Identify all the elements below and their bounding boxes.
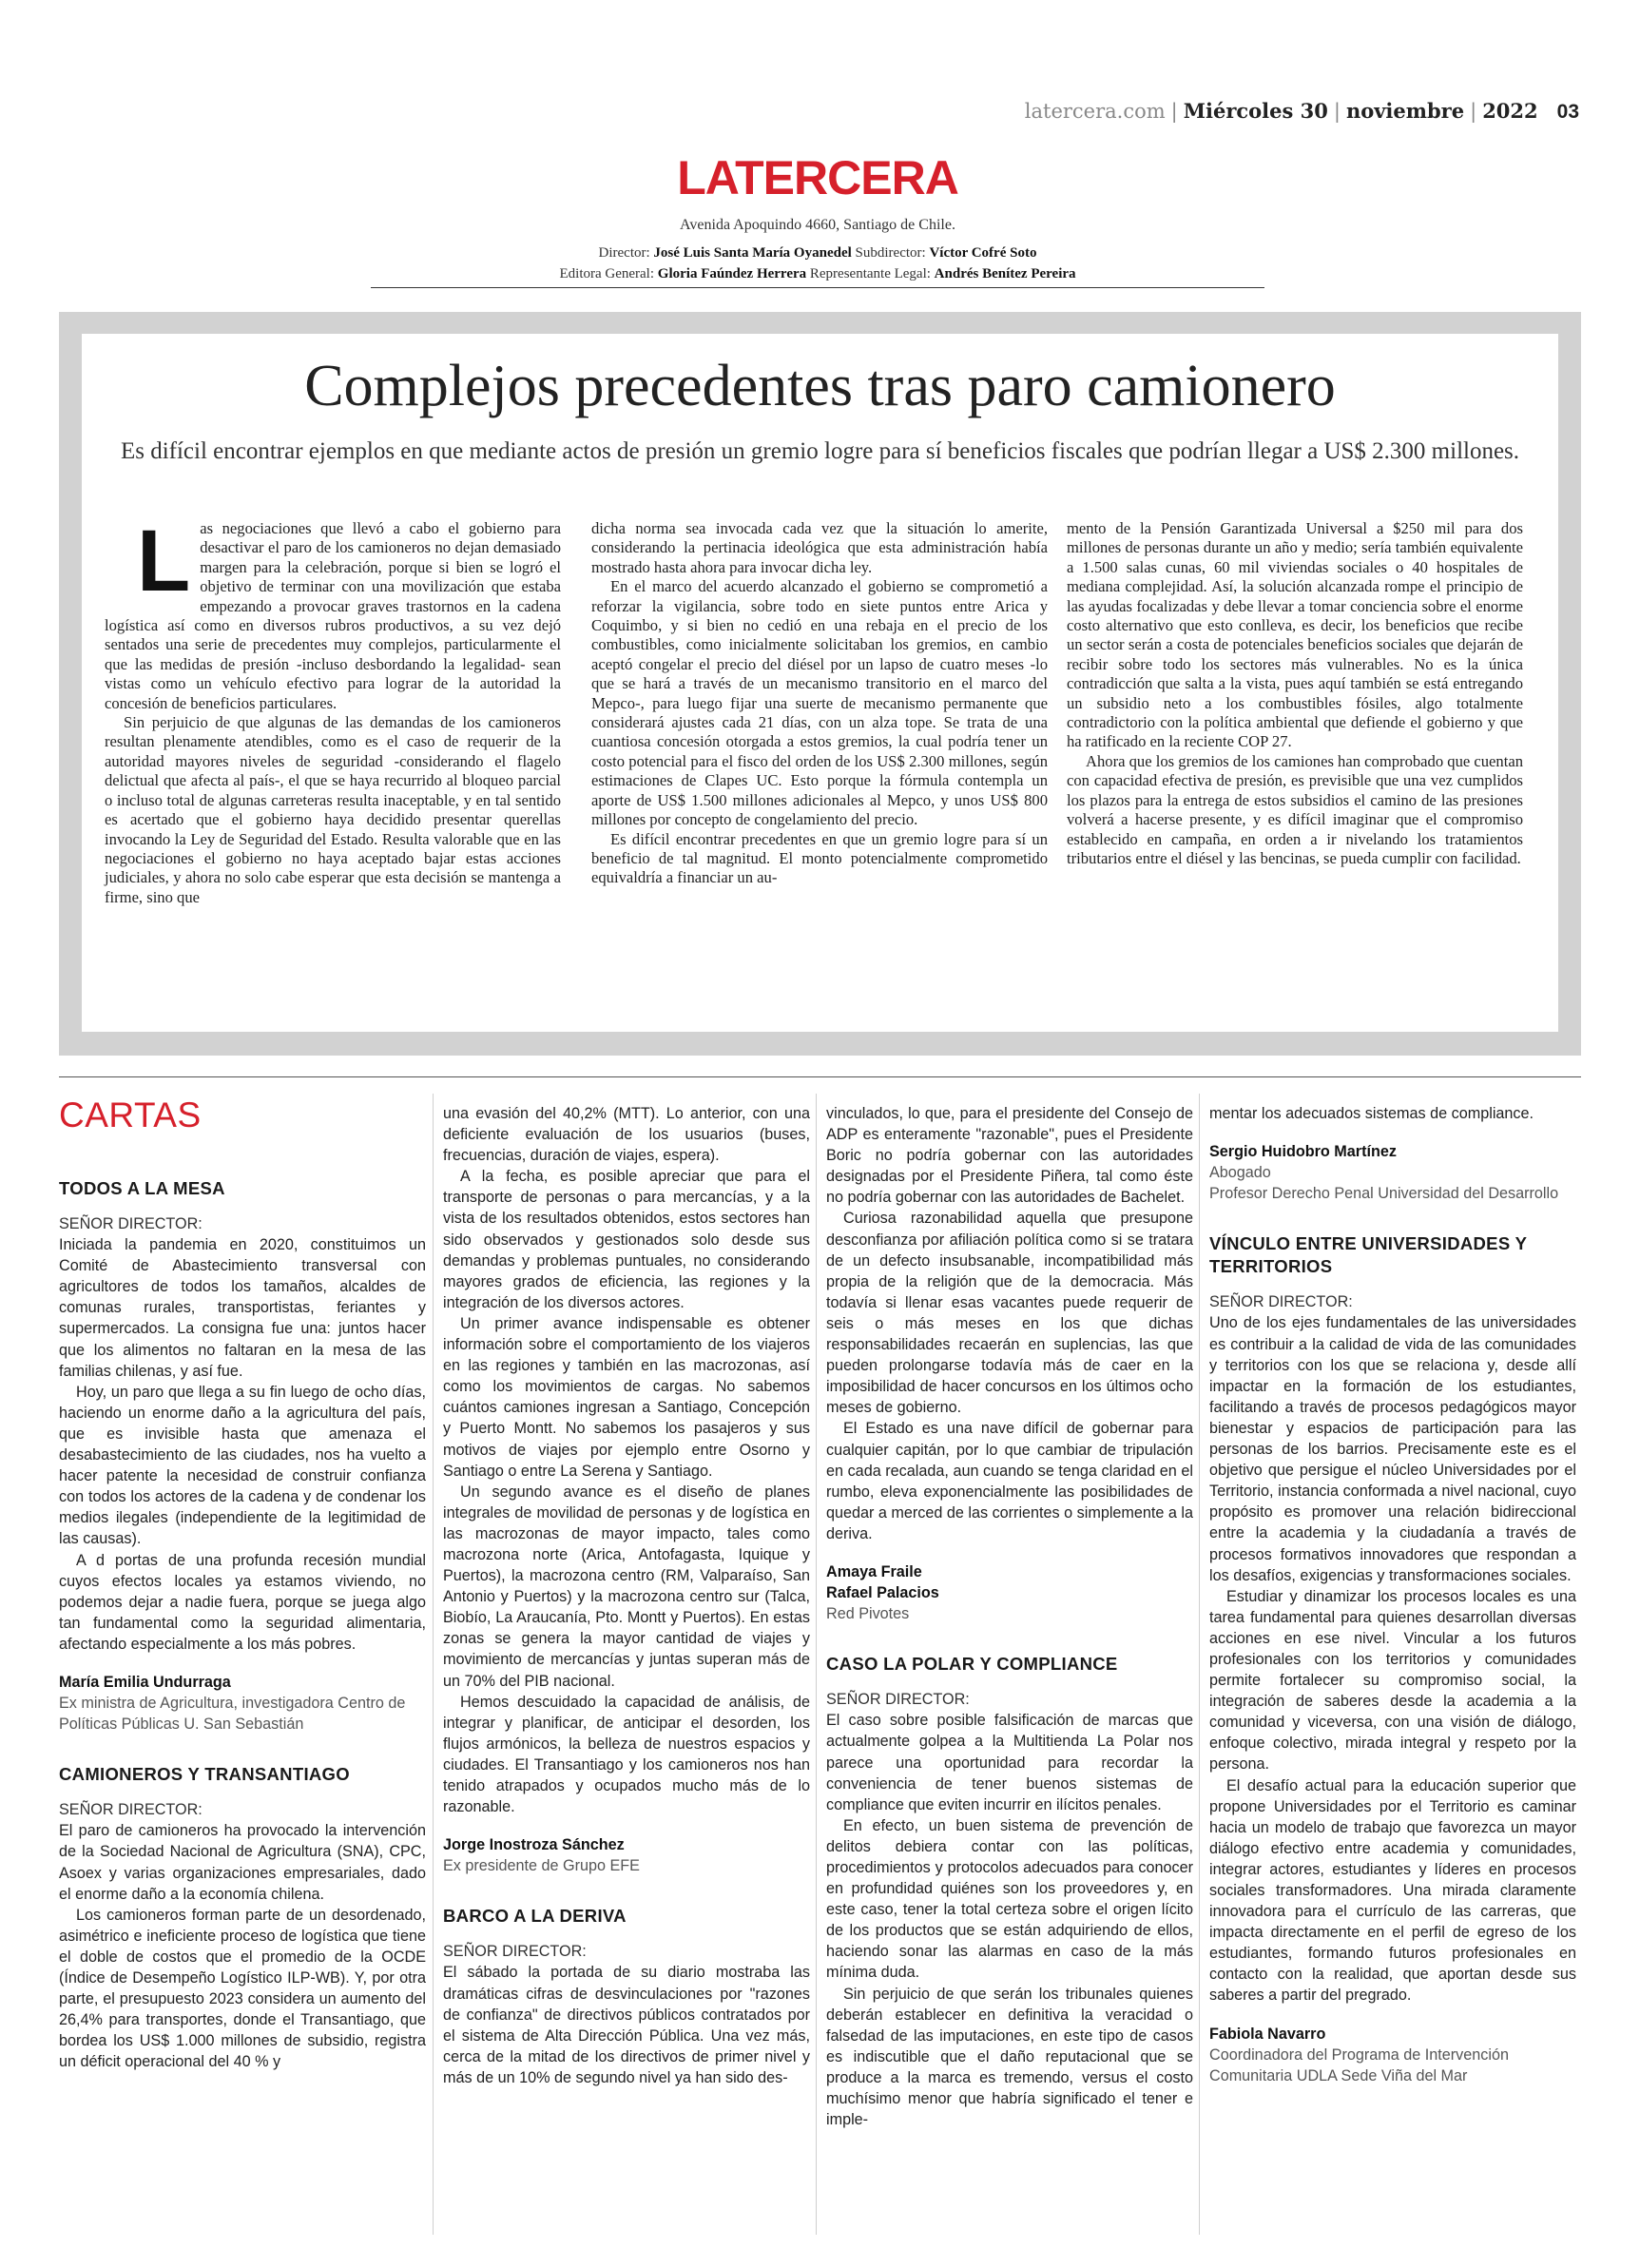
staff-credits bbox=[371, 242, 1264, 284]
letter-paragraph: Hemos descuidado la capacidad de análisis, de integrar y planificar, de anticipar el desorden, los flujos armónicos, la belleza de nuestros espacios y ciudades. El Transantiago y los camioneros nos han tenido atrapados y ocupados mucho más de lo razonable. bbox=[443, 1693, 810, 1816]
signature: Jorge Inostroza Sánchez bbox=[443, 1836, 625, 1854]
director-name: José Luis Santa María Oyanedel bbox=[653, 245, 852, 261]
editorial-paragraph: Sin perjuicio de que algunas de las demandas de los camioneros resultan plenamente atendibles, como es el caso de requerir de la autoridad mayores niveles de seguridad -considerando el flagelo delictual que afecta al país-, el que se haya recurrido al bloqueo parcial o incluso total de algunas carreteras resulta inaceptable, y en tal sentido es acertado que el gobierno haya decidido presentar querellas invocando la Ley de Seguridad del Estado. Resulta valorable que en las negociaciones el gobierno no haya aceptado bajar estas acciones judiciales, y ahora no solo cabe esperar que esta decisión se mantenga a firme, sino que bbox=[105, 713, 561, 906]
letter-paragraph: El paro de camioneros ha provocado la intervención de la Sociedad Nacional de Agricultura (SNA), CPC, Asoex y varias organizaciones empresariales, dado el enorme daño a la economía chilena. bbox=[59, 1822, 426, 1903]
signature-role: Red Pivotes bbox=[826, 1605, 910, 1623]
letters-column-2 bbox=[443, 1103, 810, 2088]
representante-label: Representante Legal: bbox=[809, 266, 931, 281]
header-dateline bbox=[1025, 99, 1579, 124]
spacer bbox=[826, 1624, 1193, 1653]
subdirector-name: Víctor Cofré Soto bbox=[929, 245, 1037, 261]
letter-paragraph: El caso sobre posible falsificación de marcas que actualmente golpea a la Multitienda La Polar nos parece una oportunidad para recordar la conveniencia de tener buenos sistemas de compliance que eviten incurrir en ilícitos penales. bbox=[826, 1712, 1193, 1813]
letter-title: CAMIONEROS Y TRANSANTIAGO bbox=[59, 1764, 350, 1785]
signature: Amaya Fraile bbox=[826, 1562, 922, 1580]
editorial-column-3 bbox=[1067, 519, 1523, 868]
signature: Fabiola Navarro bbox=[1209, 2025, 1326, 2043]
separator: | bbox=[1170, 100, 1178, 123]
letters-column-3 bbox=[826, 1103, 1193, 2130]
letter-paragraph: En efecto, un buen sistema de prevención de delitos debiera contar con las políticas, procedimientos y protocolos adecuados para conocer en profundidad quiénes son los proveedores y, en este caso, tener la total certeza sobre el origen lícito de los productos que se están adquiriendo de ellos, haciendo sonar las alarmas en caso de la más mínima duda. bbox=[826, 1816, 1193, 1982]
representante-name: Andrés Benítez Pereira bbox=[934, 266, 1076, 281]
letter-paragraph: A la fecha, es posible apreciar que para el transporte de personas o para mercancías, y a la vista de los resultados obtenidos, estos sectores han sido observados y gestionados solo desde sus demandas y problemas puntuales, no considerando mayores grados de eficiencia, las regiones y la integración de los diversos actores. bbox=[443, 1168, 810, 1311]
letter-paragraph: Estudiar y dinamizar los procesos locales es una tarea fundamental para quienes desarrollan diversas acciones en ese nivel. Vincular a los futuros profesionales con los territorios y comunidades permite fortalecer su compromiso social, la integración de saberes desde la academia a la comunidad y viceversa, con una visión de diálogo, enfoque colectivo, mirada integral y respeto por la persona. bbox=[1209, 1587, 1576, 1774]
letters-column-1 bbox=[59, 1177, 426, 2072]
letter-paragraph: Los camioneros forman parte de un desordenado, asimétrico e ineficiente proceso de logística que tiene el doble de costos que el promedio de la OCDE (Índice de Desempeño Logístico ILP-WB). Y, por otra parte, el presupuesto 2023 considera un aumento del 26,4% para transportes, donde el Transantiago, que bordea los US$ 1.000 millones de subsidio, registra un déficit operacional del 40 % y bbox=[59, 1906, 426, 2071]
editorial-paragraph: Ahora que los gremios de los camiones han comprobado que cuentan con capacidad efectiva de presión, es previsible que una vez cumplidos los plazos para la entrega de estos subsidios el camino de las presiones volverá a hacerse presente, y es difícil imaginar que el compromiso establecido en campaña, en orden a ir nivelando los tratamientos tributarios entre el diésel y las bencinas, se pueda cumplir con facilidad. bbox=[1067, 751, 1523, 867]
column-divider bbox=[433, 1094, 434, 2235]
letter-paragraph: Hoy, un paro que llega a su fin luego de ocho días, haciendo un enorme daño a la agricultura del país, que es invisible hasta que amenaza el desabastecimiento de las ciudades, nos ha vuelto a hacer patente la necesidad de construir confianza con todos los actores de la cadena y de condenar los medios ilegales (independiente de la legitimidad de las causas). bbox=[59, 1383, 426, 1548]
brand-logo: LATERCERA bbox=[677, 151, 958, 204]
column-divider bbox=[1199, 1094, 1200, 2235]
director-label: Director: bbox=[598, 245, 650, 261]
column-divider bbox=[816, 1094, 817, 2235]
letter-paragraph: El Estado es una nave difícil de gobernar para cualquier capitán, por lo que cambiar de tripulación en cada recalada, aun cuando se tenga claridad en el rumbo, eleva exponencialmente las posibilidades de quedar a merced de las corrientes o simplemente a la deriva. bbox=[826, 1420, 1194, 1542]
spacer bbox=[1209, 1204, 1576, 1232]
salutation: SEÑOR DIRECTOR: bbox=[59, 1215, 203, 1232]
signature: Rafael Palacios bbox=[826, 1584, 939, 1602]
section-divider bbox=[59, 1076, 1581, 1077]
subdirector-label: Subdirector: bbox=[855, 245, 926, 261]
editorial-column-2 bbox=[591, 519, 1048, 888]
signature: María Emilia Undurraga bbox=[59, 1673, 231, 1691]
letter-paragraph: El sábado la portada de su diario mostraba las dramáticas cifras de desvinculaciones por "razones de confianza" de directivos públicos contratados por el sistema de Alta Dirección Pública. Una vez más, cerca de la mitad de los directivos de primer nivel y más de un 10% de segundo nivel ya han sido des- bbox=[443, 1964, 810, 2086]
editora-name: Gloria Faúndez Herrera bbox=[657, 266, 807, 281]
letter-paragraph: Uno de los ejes fundamentales de las universidades es contribuir a la calidad de vida de las comunidades y territorios con los que se relaciona y, desde allí impactar en la formación de los estudiantes, facilitando a través de procesos pedagógicos mayor bienestar y espacios de participación para las personas de los barrios. Precisamente este es el objetivo que persigue el núcleo Universidades por el Territorio, instancia conformada a nivel nacional, cuyo propósito es promover una relación bidireccional entre la academia y la ciudadanía a través de procesos formativos innovadores que respondan a los desafíos, exigencias y transformaciones sociales. bbox=[1209, 1314, 1576, 1584]
masthead bbox=[371, 150, 1264, 284]
letter-paragraph: mentar los adecuados sistemas de compliance. bbox=[1209, 1105, 1534, 1122]
editorial-paragraph: En el marco del acuerdo alcanzado el gobierno se comprometió a reforzar la vigilancia, sobre todo en siete puntos entre Arica y Coquimbo, y si bien no cedió en una rebaja en el precio de los combustibles, como inicialmente solicitaban los gremios, en cambio aceptó congelar el precio del diésel por un lapso de cuatro meses -lo que se hará a través de un mecanismo transitorio en el marco del Mepco-, para luego fijar una suerte de mecanismo permanente que considerará ajustes cada 21 días, con un alza tope. Se trata de una cuantiosa concesión otorgada a estos gremios, la cual podría tener un costo potencial para el fisco del orden de los US$ 2.300 millones, según estimaciones de Clapes UC. Esto porque la fórmula contempla un aporte de US$ 1.500 millones adicionales al Mepco, y unos US$ 800 millones por concepto de congelamiento del precio. bbox=[591, 577, 1048, 829]
letter-paragraph: Sin perjuicio de que serán los tribunales quienes deberán establecer en definitiva la veracidad o falsedad de las imputaciones, en este tipo de casos es indiscutible que el daño reputacional que se produce a la marca es tremendo, versus el costo muchísimo menor que habría significado el tener e imple- bbox=[826, 1985, 1193, 2129]
editorial-column-1 bbox=[105, 513, 561, 907]
separator: | bbox=[1333, 100, 1341, 123]
editorial-paragraph: as negociaciones que llevó a cabo el gobierno para desactivar el paro de los camioneros no dejan demasiado margen para la celebración, porque si bien se logró el objetivo de terminar con una movilización que estaba empezando a provocar graves trastornos en la cadena logística así como en diversos rubros productivos, a su vez dejó sentados una serie de precedentes muy complejos, particularmente el que las medidas de presión -incluso desbordando la legalidad- sean vistas como un vehículo efectivo para lograr de la autoridad la concesión de beneficios particulares. bbox=[105, 519, 561, 712]
letter-paragraph: Curiosa razonabilidad aquella que presupone desconfianza por afiliación política como si se tratara de un defecto insubsanable, incompatibilidad más propia de la religión que de la democracia. Más todavía si llenar esas vacantes puede requerir de seis o más meses en los que dichas responsabilidades recaerán en suplencias, las que pueden prolongarse todavía más de caer en la imposibilidad de hacer concursos en los últimos ocho meses de gobierno. bbox=[826, 1210, 1193, 1417]
page-number: 03 bbox=[1556, 101, 1579, 123]
site-url[interactable]: latercera.com bbox=[1024, 100, 1166, 123]
signature-role: Ex ministra de Agricultura, investigadora Centro de Políticas Públicas U. San Sebastián bbox=[59, 1695, 406, 1734]
letter-title: CASO LA POLAR Y COMPLIANCE bbox=[826, 1654, 1118, 1675]
letters-column-4 bbox=[1209, 1103, 1576, 2086]
letter-paragraph: vinculados, lo que, para el presidente del Consejo de ADP es enteramente "razonable", pues el Presidente Boric no podría gobernar con las autoridades designadas por el Presidente Piñera, tal como éste no podría gobernar con las autoridades de Bachelet. bbox=[826, 1105, 1193, 1207]
signature-role: Coordinadora del Programa de Intervención Comunitaria UDLA Sede Viña del Mar bbox=[1209, 2045, 1509, 2084]
signature: Sergio Huidobro Martínez bbox=[1209, 1143, 1397, 1161]
editorial-title: Complejos precedentes tras paro camionero bbox=[304, 354, 1336, 418]
editorial-paragraph: mento de la Pensión Garantizada Universal a $250 mil para dos millones de personas durante un año y medio; sería también equivalente a 1.500 salas cunas, 60 mil viviendas sociales o 40 hospitales de mediana complejidad. Así, la solución alcanzada rompe el principio de las ayudas focalizadas y debe llevar a tomar conciencia sobre el enorme costo alternativo que esto conlleva, es decir, los beneficios que recibe un sector serán a costa de potenciales beneficios sociales que dejarán de recibir sobre todo los sectores más vulnerables. No es la única contradicción que salta a la vista, pues aquí también se está entregando un subsidio neto a los combustibles fósiles, algo totalmente contradictorio con la política ambiental que defiende el gobierno y que ha ratificado en la reciente COP 27. bbox=[1067, 519, 1523, 751]
letter-title: VÍNCULO ENTRE UNIVERSIDADES Y TERRITORIOS bbox=[1209, 1233, 1527, 1277]
signature-role: Profesor Derecho Penal Universidad del Desarrollo bbox=[1209, 1185, 1559, 1203]
salutation: SEÑOR DIRECTOR: bbox=[826, 1691, 970, 1709]
letter-paragraph: Un segundo avance es el diseño de planes integrales de movilidad de personas y de logística en las macrozonas de mayor impacto, tales como macrozona norte (Arica, Antofagasta, Iquique y Puertos), la macrozona centro (RM, Valparaíso, San Antonio y Puertos) y la macrozona centro sur (Talca, Biobío, La Araucanía, Pto. Montt y Puertos). En estas zonas se genera la mayor cantidad de viajes y movimiento de mercancías y juntas superan más de un 70% del PIB nacional. bbox=[443, 1483, 810, 1690]
salutation: SEÑOR DIRECTOR: bbox=[1209, 1293, 1353, 1311]
letter-title: TODOS A LA MESA bbox=[59, 1178, 225, 1198]
letter-paragraph: una evasión del 40,2% (MTT). Lo anterior, con una deficiente evaluación de los usuarios (buses, frecuencias, duración de viajes, espera). bbox=[443, 1105, 810, 1165]
separator: | bbox=[1470, 100, 1477, 123]
letter-paragraph: A d portas de una profunda recesión mundial cuyos efectos locales ya estamos viviendo, no podemos dejar a nadie fuera, porque se juega algo tan fundamental como la seguridad alimentaria, afectando especialmente a los más pobres. bbox=[59, 1551, 426, 1653]
salutation: SEÑOR DIRECTOR: bbox=[59, 1801, 203, 1819]
spacer bbox=[59, 1735, 426, 1763]
letter-paragraph: El desafío actual para la educación superior que propone Universidades por el Territorio es caminar hacia un modelo de trabajo que favorezca un mayor diálogo efectivo entre academia y comunidades, integrar actores, estudiantes y líderes en procesos sociales transformadores. Una mirada claramente innovadora para el currículo de las carreras, que impacta directamente en el perfil de egreso de los estudiantes, formando futuros profesionales en contacto con la realidad, que aportan desde sus saberes a partir del pregrado. bbox=[1209, 1776, 1576, 2005]
weekday: Miércoles 30 bbox=[1183, 99, 1328, 123]
signature-role: Abogado bbox=[1209, 1164, 1271, 1182]
cartas-heading: CARTAS bbox=[59, 1095, 202, 1134]
spacer bbox=[443, 1876, 810, 1905]
editora-label: Editora General: bbox=[559, 266, 655, 281]
editorial-deck: Es difícil encontrar ejemplos en que mediante actos de presión un gremio logre para sí beneficios fiscales que podrían llegar a US$ 2.300 millones. bbox=[120, 438, 1520, 464]
letter-title: BARCO A LA DERIVA bbox=[443, 1906, 627, 1927]
editorial-paragraph: dicha norma sea invocada cada vez que la situación lo amerite, considerando la pertinacia ideológica que esta administración había mostrado hasta ahora para invocar dicha ley. bbox=[591, 519, 1048, 576]
letter-paragraph: Un primer avance indispensable es obtener información sobre el comportamiento de los viajeros en las regiones y también en las macrozonas, así como los movimientos de cargas. No sabemos cuántos camiones ingresan a Santiago, Concepción y Puerto Montt. No sabemos los pasajeros y sus motivos de viajes por ejemplo entre Osorno y Santiago o entre La Serena y Santiago. bbox=[443, 1314, 810, 1480]
letter-paragraph: Iniciada la pandemia en 2020, constituimos un Comité de Abastecimiento transversal con agricultores de todos los tamaños, alcaldes de comunas rurales, transportistas, feriantes y supermercados. La consigna fue una: juntos hacer que los alimentos no faltaran en la mesa de las familias chilenas, y así fue. bbox=[59, 1236, 426, 1380]
editorial-paragraph: Es difícil encontrar precedentes en que un gremio logre para sí un beneficio de tal magnitud. El monto potencialmente comprometido equivaldría a financiar un au- bbox=[591, 829, 1048, 887]
masthead-divider bbox=[371, 287, 1264, 288]
month: noviembre bbox=[1345, 99, 1465, 123]
address: Avenida Apoquindo 4660, Santiago de Chile. bbox=[680, 217, 955, 233]
signature-role: Ex presidente de Grupo EFE bbox=[443, 1857, 640, 1875]
drop-cap: L bbox=[137, 513, 191, 610]
year: 2022 bbox=[1482, 99, 1538, 123]
editorial bbox=[82, 334, 1558, 1032]
salutation: SEÑOR DIRECTOR: bbox=[443, 1943, 587, 1961]
